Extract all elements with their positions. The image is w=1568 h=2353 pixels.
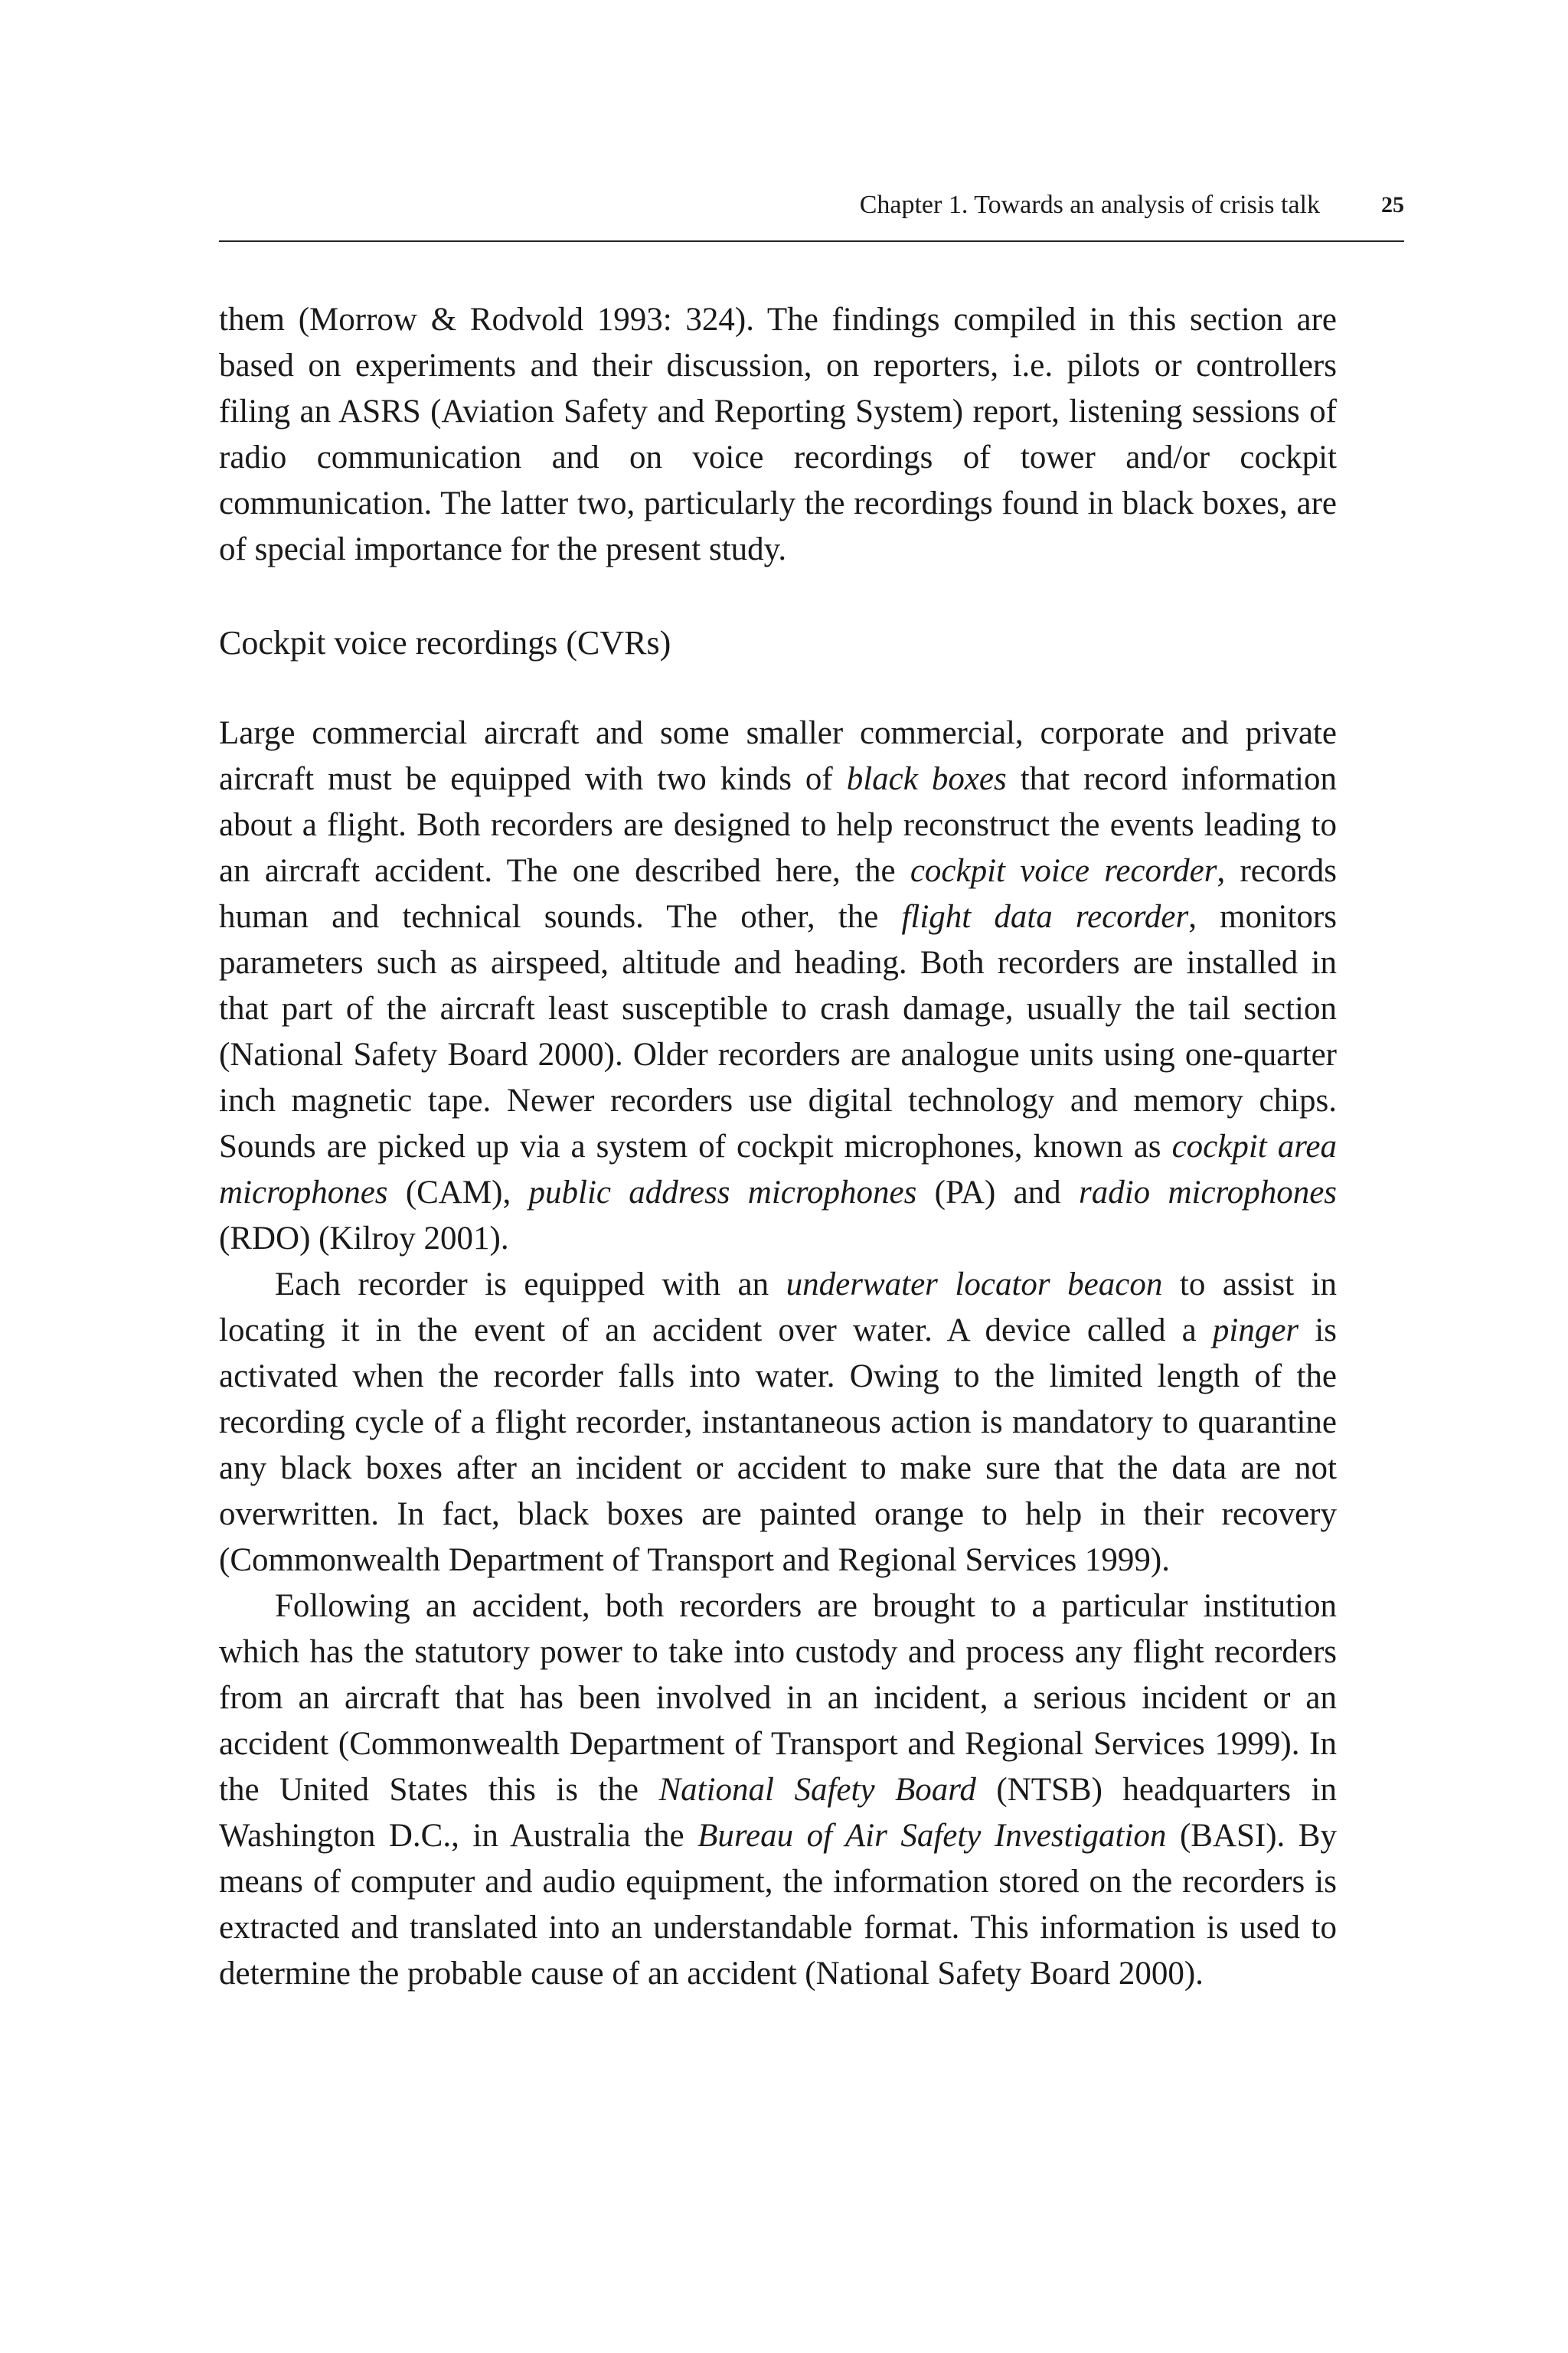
running-head bbox=[219, 190, 1404, 221]
paragraph-continued: them (Morrow & Rodvold 1993: 324). The findings compiled in this section are based on experiments and their discussion, on reporters, i.e. pilots or controllers filing an ASRS (Aviation Safety and Reporting System) report, listening sessions of radio communication and on voice recordings of tower and/or cockpit communication. The latter two, particularly the recordings found in black boxes, are of special importance for the present study. bbox=[219, 302, 1337, 567]
text-run: is activated when the recorder falls into water. Owing to the limited length of the recording cycle of a flight recorder, instantaneous action is mandatory to quarantine any black boxes after an incident or accident to make sure that the data are not overwritten. In fact, black boxes are painted orange to help in their recovery (Commonwealth Department of Transport and Regional Services 1999). bbox=[219, 1312, 1337, 1578]
text-run: to assist in locating it in the event of an accident over water. A device called a bbox=[219, 1266, 1337, 1348]
text-run: Each recorder is equipped with an bbox=[275, 1266, 786, 1302]
paragraph-locator-beacon bbox=[219, 1262, 1337, 1583]
italic-term: pinger bbox=[1212, 1312, 1299, 1348]
paragraph-cvr-intro bbox=[219, 711, 1337, 1262]
text-run: , records human and technical sounds. The other, the bbox=[219, 853, 1338, 935]
italic-term: cockpit voice recorder bbox=[910, 853, 1217, 889]
italic-term: cockpit area microphones bbox=[219, 1129, 1338, 1211]
body-text bbox=[219, 297, 1337, 1997]
text-run: (NTSB) headquarters in Washington D.C., in Australia the bbox=[219, 1772, 1337, 1854]
text-run: Large commercial aircraft and some smaller commercial, corporate and private aircraft must be equipped with two kinds of bbox=[219, 715, 1337, 797]
header-rule bbox=[219, 240, 1404, 242]
text-run: (RDO) (Kilroy 2001). bbox=[219, 1221, 509, 1257]
italic-term: public address microphones bbox=[528, 1175, 917, 1211]
paragraph-custody bbox=[219, 1583, 1337, 1997]
text-run: (CAM), bbox=[387, 1175, 529, 1211]
text-run: that record information about a flight. Both recorders are designed to help reconstruct the events leading to an aircraft accident. The one described here, the bbox=[219, 761, 1337, 889]
text-run: (PA) and bbox=[916, 1175, 1079, 1211]
text-run: , monitors parameters such as airspeed, altitude and heading. Both recorders are installed in that part of the aircraft least susceptible to crash damage, usually the tail section (National Safety Board 2000). Older recorders are analogue units using one-quarter inch magnetic tape. Newer recorders use digital technology and memory chips. Sounds are picked up via a system of cockpit microphones, known as bbox=[219, 899, 1337, 1165]
page-number: 25 bbox=[1381, 192, 1404, 217]
italic-term: underwater locator beacon bbox=[786, 1266, 1163, 1302]
italic-term: flight data recorder bbox=[901, 899, 1189, 935]
text-run: Following an accident, both recorders are brought to a particular institution which has the statutory power to take into custody and process any flight recorders from an aircraft that has been involved in an incident, a serious incident or an accident (Commonwealth Department of Transport and Regional Services 1999). In the United States this is the bbox=[219, 1588, 1337, 1808]
chapter-title: Chapter 1. Towards an analysis of crisis talk bbox=[859, 191, 1320, 219]
italic-term: radio microphones bbox=[1078, 1175, 1338, 1211]
text-run: (BASI). By means of computer and audio equipment, the information stored on the recorders is extracted and translated into an understandable format. This information is used to determine the probable cause of an accident (National Safety Board 2000). bbox=[219, 1818, 1337, 1992]
italic-term: National Safety Board bbox=[658, 1772, 976, 1808]
italic-term: black boxes bbox=[846, 761, 1007, 797]
section-heading: Cockpit voice recordings (CVRs) bbox=[219, 624, 671, 662]
italic-term: Bureau of Air Safety Investigation bbox=[697, 1818, 1167, 1854]
